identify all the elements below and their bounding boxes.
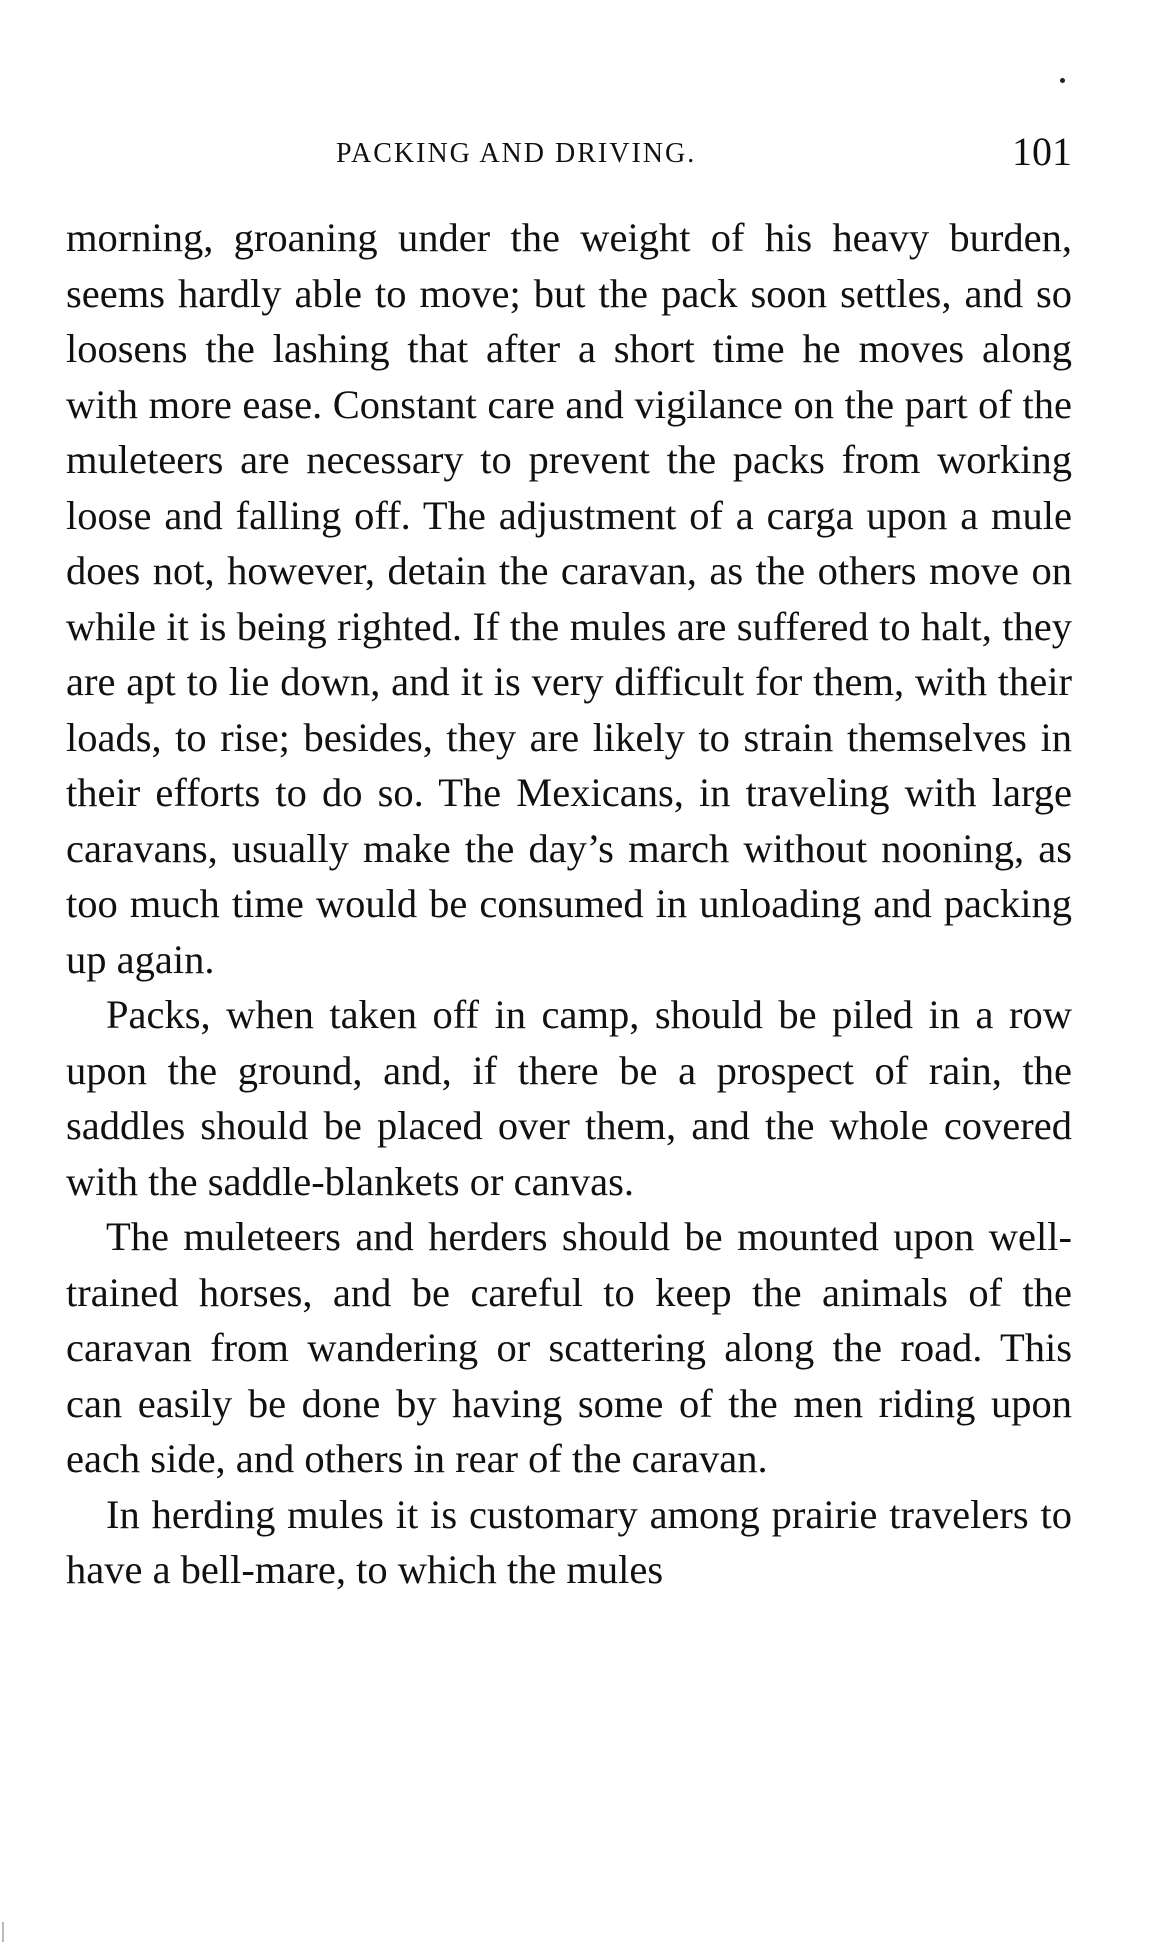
- margin-mark: [2, 1922, 4, 1942]
- running-head: PACKING AND DRIVING.: [336, 138, 697, 169]
- body-text: [66, 210, 1072, 1598]
- page-header: [66, 120, 1072, 180]
- paragraph-packs: Packs, when taken off in camp, should be piled in a row upon the ground, and, if there be a prospect of rain, the saddles should be placed over them, and the whole covered with the saddle-blankets or canvas.: [66, 992, 1072, 1204]
- paragraph-muleteers: The muleteers and herders should be mounted upon well-trained horses, and be careful to keep the animals of the caravan from wandering or scattering along the road. This can easily be done by having some of the men riding upon each side, and others in rear of the caravan.: [66, 1214, 1072, 1481]
- ink-speck: [1060, 78, 1065, 83]
- paragraph-continuation: morning, groaning under the weight of his heavy burden, seems hardly able to move; but the pack soon settles, and so loosens the lashing that after a short time he moves along with more ease. Constant care and vigilance on the part of the muleteers are necessary to prevent the packs from working loose and falling off. The adjustment of a carga upon a mule does not, however, detain the caravan, as the others move on while it is being righted. If the mules are suffered to halt, they are apt to lie down, and it is very difficult for them, with their loads, to rise; besides, they are likely to strain themselves in their efforts to do so. The Mexicans, in traveling with large caravans, usually make the day’s march without nooning, as too much time would be consumed in unloading and packing up again.: [66, 215, 1072, 982]
- page-number: 101: [1012, 129, 1072, 174]
- paragraph-herding: In herding mules it is customary among prairie travelers to have a bell-mare, to which the mules: [66, 1491, 1072, 1592]
